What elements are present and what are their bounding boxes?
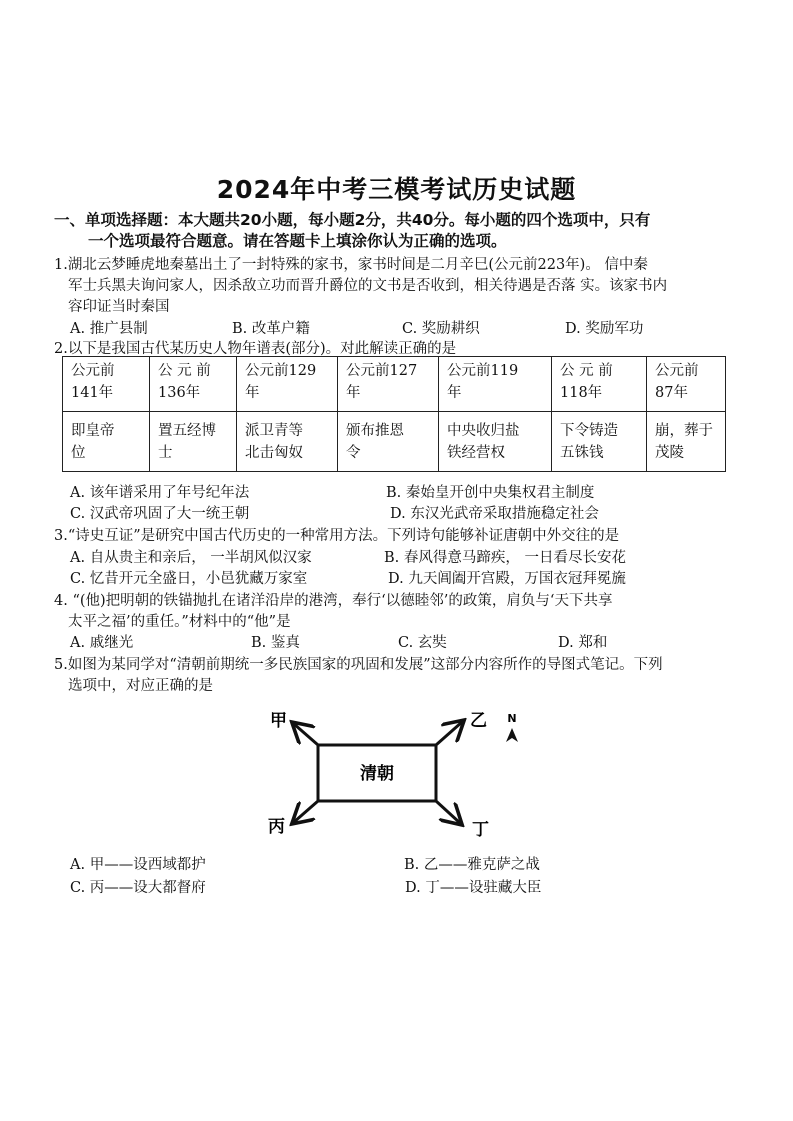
section-heading-line2: 一个选项最符合题意。请在答题卡上填涂你认为正确的选项。 xyxy=(88,232,507,250)
q1-line3: 容印证当时秦国 xyxy=(68,299,170,315)
arrow-sw xyxy=(294,801,318,822)
q3-stem: 3.“诗史互证”是研究中国古代历史的一种常用方法。下列诗句能够补证唐朝中外交往的是 xyxy=(54,528,620,544)
table-cell: 公元前119 年 xyxy=(439,357,552,412)
q2-option-c: C. 汉武帝巩固了大一统王朝 xyxy=(70,506,250,522)
q5-option-d: D. 丁——设驻藏大臣 xyxy=(405,880,542,896)
q1-line2: 军士兵黑夫询问家人，因杀敌立功而晋升爵位的文书是否收到，相关待遇是否落 实。该家书内 xyxy=(68,278,668,294)
q1-option-c: C. 奖励耕织 xyxy=(402,321,480,337)
q2-option-b: B. 秦始皇开创中央集权君主制度 xyxy=(386,485,595,501)
table-cell: 崩，葬于 茂陵 xyxy=(647,412,726,472)
label-ding: 丁 xyxy=(472,820,489,840)
q3-option-a: A. 自从贵主和亲后， 一半胡风似汉家 xyxy=(70,550,312,566)
arrow-nw xyxy=(294,724,318,745)
q4-option-d: D. 郑和 xyxy=(558,635,608,651)
table-cell: 中央收归盐 铁经营权 xyxy=(439,412,552,472)
chronology-table xyxy=(62,356,726,472)
table-cell: 置五经博 士 xyxy=(150,412,237,472)
q5-option-b: B. 乙——雅克萨之战 xyxy=(404,857,540,873)
north-label: N xyxy=(507,712,517,725)
label-bing: 丙 xyxy=(268,817,285,837)
page-title: 2024年中考三模考试历史试题 xyxy=(216,175,577,204)
section-heading-line1: 一、单项选择题：本大题共20小题，每小题2分，共40分。每小题的四个选项中，只有 xyxy=(54,211,651,229)
arrow-ne xyxy=(436,722,462,745)
q5-option-a: A. 甲——设西域都护 xyxy=(70,857,206,873)
north-arrow-icon xyxy=(506,728,518,742)
table-cell: 派卫青等 北击匈奴 xyxy=(237,412,338,472)
q5-line1: 5.如图为某同学对“清朝前期统一多民族国家的巩固和发展”这部分内容所作的导图式笔记。下列 xyxy=(54,657,663,673)
q2-option-a: A. 该年谱采用了年号纪年法 xyxy=(70,485,250,501)
label-yi: 乙 xyxy=(470,711,487,731)
q3-option-b: B. 春风得意马蹄疾， 一日看尽长安花 xyxy=(384,550,626,566)
q4-option-c: C. 玄奘 xyxy=(398,635,447,651)
table-cell: 公 元 前 136年 xyxy=(150,357,237,412)
q5-line2: 选项中，对应正确的是 xyxy=(68,678,213,694)
table-cell: 即皇帝 位 xyxy=(63,412,150,472)
table-cell: 公 元 前 118年 xyxy=(552,357,647,412)
q4-option-b: B. 鉴真 xyxy=(251,635,300,651)
q4-line1: 4. “(他)把明朝的铁锚抛扎在诸洋沿岸的港湾，奉行‘以德睦邻’的政策，肩负与‘天下共享 xyxy=(54,593,613,609)
table-cell: 下令铸造 五铢钱 xyxy=(552,412,647,472)
table-row-events xyxy=(63,412,726,472)
q3-option-c: C. 忆昔开元全盛日，小邑犹藏万家室 xyxy=(70,571,308,587)
table-row-years xyxy=(63,357,726,412)
table-cell: 公元前129 年 xyxy=(237,357,338,412)
q1-option-b: B. 改革户籍 xyxy=(232,321,310,337)
table-cell: 公元前 87年 xyxy=(647,357,726,412)
q3-option-d: D. 九天阊阖开宫殿，万国衣冠拜冕旒 xyxy=(388,571,626,587)
q2-option-d: D. 东汉光武帝采取措施稳定社会 xyxy=(390,506,599,522)
qing-mind-map-diagram xyxy=(250,700,540,850)
q1-line1: 1.湖北云梦睡虎地秦墓出土了一封特殊的家书，家书时间是二月辛巳(公元前223年)。 信中秦 xyxy=(54,257,648,273)
table-cell: 公元前 141年 xyxy=(63,357,150,412)
q1-option-a: A. 推广县制 xyxy=(70,321,148,337)
table-cell: 公元前127 年 xyxy=(338,357,439,412)
q5-option-c: C. 丙——设大都督府 xyxy=(70,880,206,896)
q4-line2: 太平之福’的重任。”材料中的“他”是 xyxy=(68,614,291,630)
arrow-se xyxy=(436,801,460,823)
center-label: 清朝 xyxy=(360,764,394,784)
q2-stem: 2.以下是我国古代某历史人物年谱表(部分)。对此解读正确的是 xyxy=(54,341,457,357)
label-jia: 甲 xyxy=(270,711,287,731)
q1-option-d: D. 奖励军功 xyxy=(565,321,644,337)
table-cell: 颁布推恩 令 xyxy=(338,412,439,472)
q4-option-a: A. 戚继光 xyxy=(70,635,134,651)
